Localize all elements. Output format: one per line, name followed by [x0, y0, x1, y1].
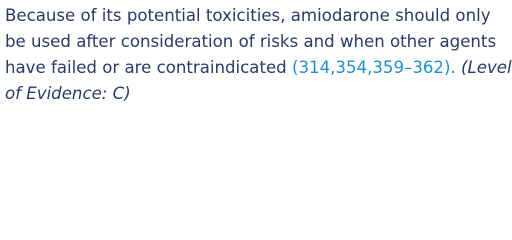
- level-of-evidence-start: (Level: [455, 58, 512, 77]
- paragraph-line-3-text: have failed or are contraindicated: [5, 58, 292, 77]
- level-of-evidence-end: of Evidence: C): [5, 84, 131, 103]
- recommendation-paragraph: [5, 3, 512, 107]
- paragraph-line-3: [5, 55, 512, 81]
- paragraph-line-1: Because of its potential toxicities, amiodarone should only: [5, 6, 491, 25]
- reference-citation-link[interactable]: (314,354,359–362).: [291, 58, 456, 77]
- paragraph-line-2: be used after consideration of risks and when other agents: [5, 32, 497, 51]
